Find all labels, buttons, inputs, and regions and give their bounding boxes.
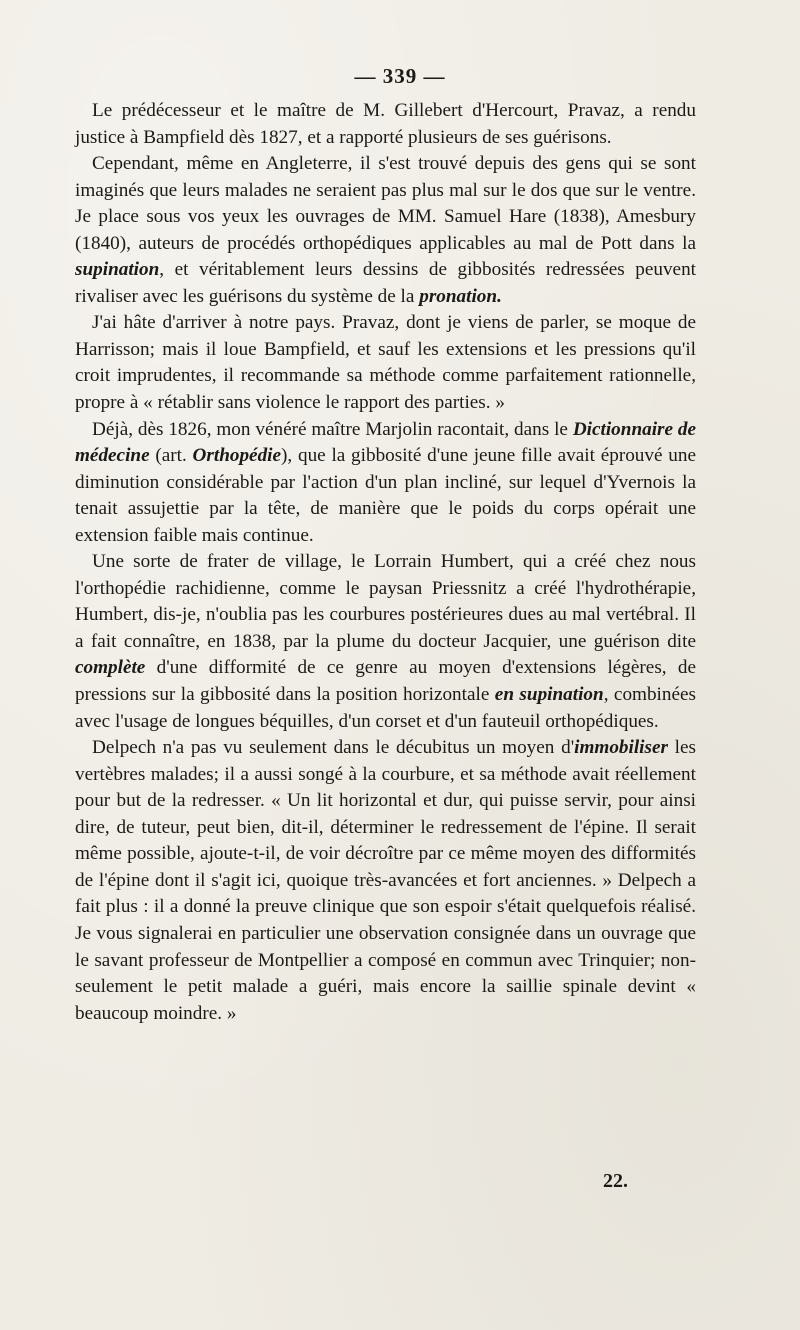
text-run: , combinées avec l'usage de longues béquilles, d'un corset et d'un fauteuil orthopédiques. bbox=[75, 684, 696, 732]
paragraph bbox=[75, 310, 696, 416]
text-run: les vertèbres malades; il a aussi songé à la courbure, et sa méthode avait réellement pour but de la redresser. « Un lit horizontal et dur, qui puisse servir, pour ainsi dire, de tuteur, peut bien, dit-il, déterminer le redressement de l'épine. Il serait même possible, ajoute-t-il, de voir décroître par ce même moyen des difformités de l'épine dont il s'agit ici, quoique très-avancées et fort anciennes. » Delpech a fait plus : il a donné la preuve clinique que son espoir s'était quelquefois réalisé. Je vous signalerai en particulier une observation consignée dans un ouvrage que le savant professeur de Montpellier a composé en commun avec Trinquier; non-seulement le petit malade a guéri, mais encore la saillie spinale devint « beaucoup moindre. » bbox=[75, 737, 696, 1024]
italic-text: Orthopédie bbox=[192, 445, 282, 467]
italic-text: supination bbox=[75, 259, 160, 281]
text-run: Le prédécesseur et le maître de M. Gillebert d'Hercourt, Pravaz, a rendu justice à Bampfield dès 1827, et a rapporté plusieurs de ses guérisons. bbox=[75, 100, 696, 148]
paragraph bbox=[75, 735, 696, 1027]
italic-text: complète bbox=[75, 657, 146, 679]
text-run: Déjà, dès 1826, mon vénéré maître Marjolin racontait, dans le bbox=[92, 418, 573, 440]
italic-text: en supination bbox=[494, 684, 604, 706]
body-text bbox=[75, 98, 696, 1027]
paragraph bbox=[75, 151, 696, 310]
text-run: Une sorte de frater de village, le Lorrain Humbert, qui a créé chez nous l'orthopédie rachidienne, comme le paysan Priessnitz a créé l'hydrothérapie, Humbert, dis-je, n'oublia pas les courbures postérieures dues au mal vertébral. Il a fait connaître, en 1838, par la plume du docteur Jacquier, une guérison dite bbox=[75, 551, 696, 652]
page-number: — 339 — bbox=[354, 64, 446, 88]
text-run: d'une difformité de ce genre au moyen d'extensions légères, de pressions sur la gibbosité dans la position horizontale bbox=[75, 657, 696, 706]
paragraph bbox=[75, 549, 696, 735]
italic-text: pronation. bbox=[419, 285, 502, 307]
text-run: J'ai hâte d'arriver à notre pays. Pravaz, dont je viens de parler, se moque de Harrisson; mais il loue Bampfield, et sauf les extensions et les pressions qu'il croit imprudentes, il recommande sa méthode comme parfaitement rationnelle, propre à « rétablir sans violence le rapport des parties. » bbox=[75, 312, 696, 414]
text-run: Delpech n'a pas vu seulement dans le décubitus un moyen d' bbox=[92, 737, 575, 759]
text-run: (art. bbox=[149, 445, 193, 467]
paragraph bbox=[75, 417, 696, 550]
paragraph bbox=[75, 98, 696, 151]
italic-text: immobiliser bbox=[574, 737, 668, 759]
text-run: Cependant, même en Angleterre, il s'est trouvé depuis des gens qui se sont imaginés que leurs malades ne seraient pas plus mal sur le dos que sur le ventre. Je place sous vos yeux les ouvrages de MM. Samuel Hare (1838), Amesbury (1840), auteurs de procédés orthopédiques applicables au mal de Pott dans la bbox=[75, 153, 696, 254]
italic-text: Dictionnaire de médecine bbox=[75, 418, 697, 467]
text-run: , et véritablement leurs dessins de gibbosités redressées peuvent rivaliser avec les guérisons du système de la bbox=[75, 259, 696, 307]
signature-mark: 22. bbox=[603, 1170, 628, 1192]
text-run: ), que la gibbosité d'une jeune fille avait éprouvé une diminution considérable par l'action d'un plan incliné, sur lequel d'Yvernois la tenait assujettie par la tête, de manière que le poids du corps opérait une extension faible mais continue. bbox=[75, 445, 696, 546]
